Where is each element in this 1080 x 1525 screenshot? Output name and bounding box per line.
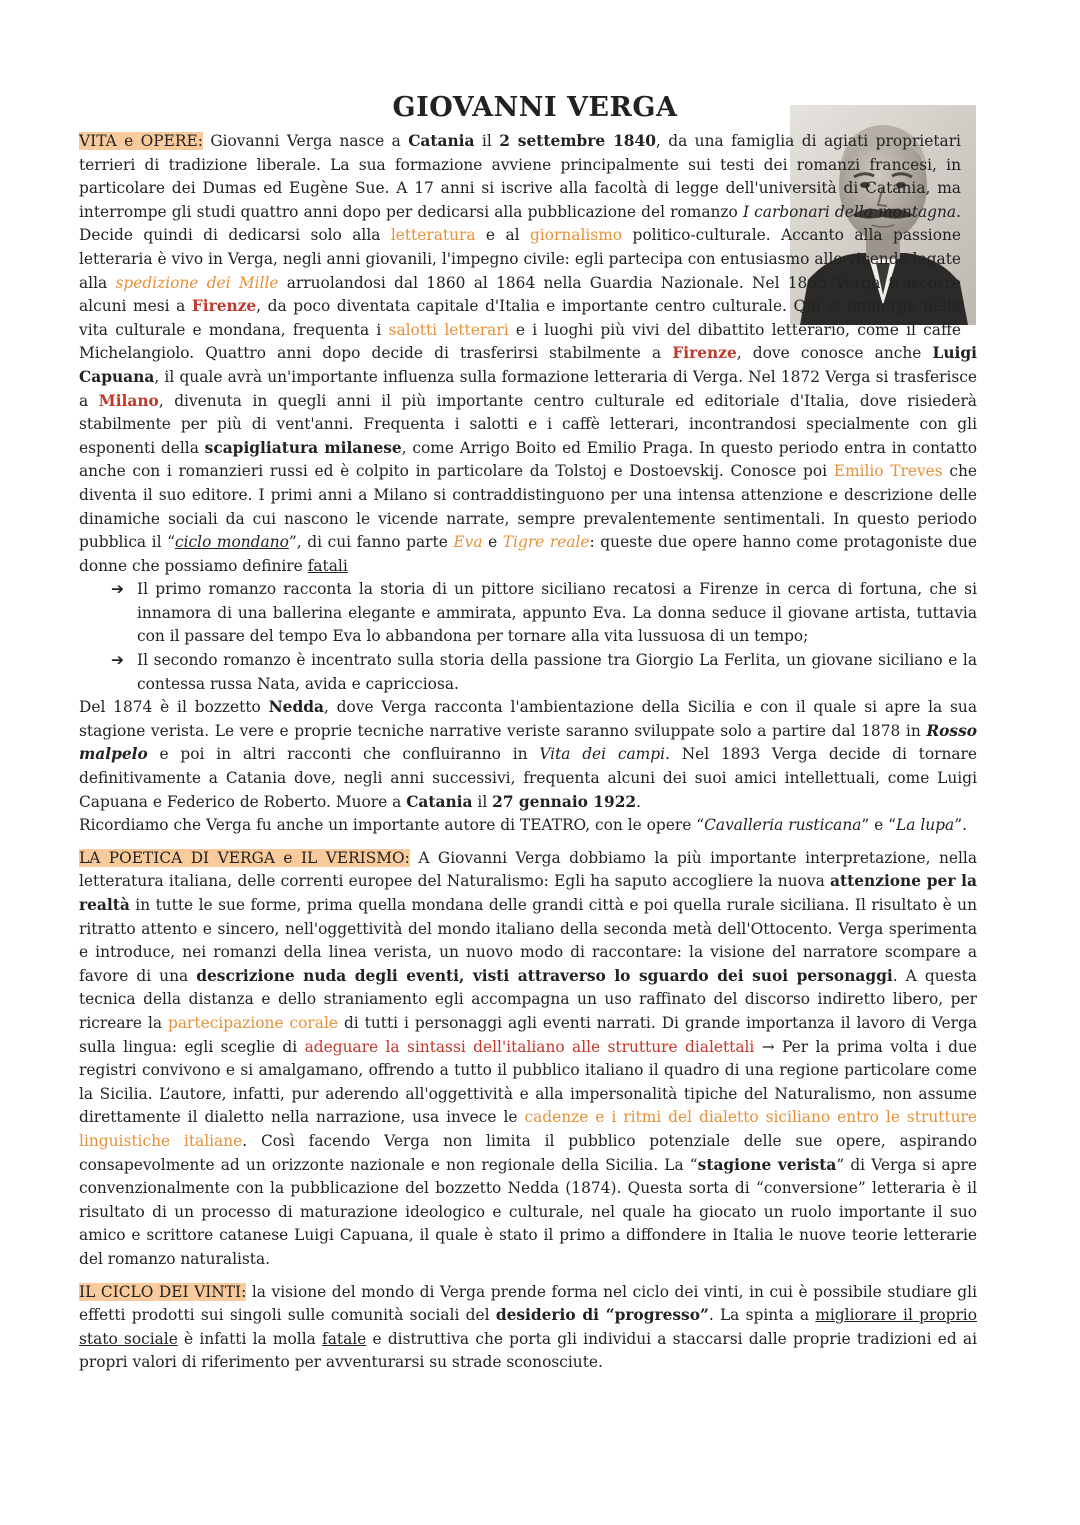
bold-term: Catania (406, 792, 473, 811)
red-term: Firenze (191, 297, 257, 316)
work-title: La lupa (896, 816, 955, 835)
body-text (79, 130, 977, 1375)
text-run: , dove Verga racconta l'ambientazione della Sicilia e con il quale si apre la sua stagione verista. Le vere e proprie tecniche narrative veriste saranno sviluppate solo a partire dal 1878 in (79, 698, 977, 740)
text-run: , dove conosce anche (736, 344, 933, 363)
text-run: . A questa tecnica della distanza e dello straniamento egli accompagna un uso raffinato del discorso indiretto libero, per ricreare la (79, 966, 977, 1032)
text-run: ”. (954, 816, 967, 835)
text-run: , divenuta in quegli anni il più importante centro culturale ed editoriale d'Italia, dove risiederà stabilmente per più di vent'anni. Frequenta i salotti e i caffè letterari, incontrandosi specialmente con gli esponenti della (79, 391, 977, 457)
text-run: arruolandosi dal 1860 al 1864 nella Guardia Nazionale. Nel 1865 Verga trascorre alcuni mesi a (79, 273, 961, 316)
text-run: . Nel 1893 Verga decide di tornare definitivamente a Catania dove, negli anni successivi, frequenta alcuni dei suoi amici intellettuali, come Luigi Capuana e Federico de Roberto. Muore a (79, 745, 977, 811)
bold-term: Luigi Capuana (79, 344, 977, 386)
text-run: : queste due opere hanno come protagoniste due donne che possiamo definire (79, 533, 977, 575)
page-title: GIOVANNI VERGA (392, 92, 678, 123)
orange-term: salotti letterari (388, 320, 509, 339)
text-run: , il quale avrà un'importante influenza sulla formazione letteraria di Verga. Nel 1872 Verga si trasferisce a (79, 367, 977, 410)
bold-term: 27 gennaio 1922 (492, 792, 637, 811)
work-title: I carbonari della montagna (742, 202, 957, 221)
orange-term: letteratura (390, 226, 476, 245)
text-run: → Per la prima volta i due registri convivono e si amalgamano, offrendo a tutto il pubblico italiano il quadro di una regione particolare come la Sicilia. L’autore, infatti, pur aderendo all'oggettività e alla impersonalità tipiche del Naturalismo, non assume direttamente il dialetto nella narrazione, usa invece le (79, 1037, 978, 1127)
paragraph-nedda (79, 696, 977, 814)
section-heading-vita: VITA e OPERE: (79, 132, 203, 150)
section-gap (79, 1272, 977, 1281)
orange-term: giornalismo (529, 226, 623, 245)
text-run: e distruttiva che porta gli individui a staccarsi dalle proprie tradizioni ed ai propri valori di riferimento per avventurarsi su strade sconosciute. (79, 1329, 977, 1372)
bold-term: 2 settembre 1840 (499, 132, 656, 150)
bold-term: attenzione per la realtà (79, 872, 977, 914)
list-item (79, 578, 977, 649)
text-run: . Decide quindi di dedicarsi solo alla (79, 202, 961, 245)
text-run: , come Arrigo Boito ed Emilio Praga. In questo periodo entra in contatto anche con i romanzieri russi ed è colpito in particolare da Tolstoj e Dostoevskij. Conosce poi (79, 438, 977, 481)
bold-term: descrizione nuda degli eventi, visti attraverso lo sguardo dei suoi personaggi (196, 966, 893, 985)
text-run: e al (475, 226, 530, 245)
work-title: Vita dei campi (539, 745, 666, 764)
underlined-term: ciclo mondano (174, 533, 289, 552)
orange-term: Emilio Treves (833, 462, 943, 481)
text-run: Giovanni Verga nasce a (202, 132, 409, 150)
bullet-text: Il secondo romanzo è incentrato sulla storia della passione tra Giorgio La Ferlita, un giovane siciliano e la contessa russa Nata, avida e capricciosa. (137, 651, 977, 693)
arrow-icon: ➔ (111, 651, 124, 670)
section-ciclo-vinti (79, 1281, 977, 1375)
text-run: Del 1874 è il bozzetto (79, 698, 269, 717)
underlined-term: fatale (322, 1329, 367, 1348)
text-run: è infatti la molla (177, 1329, 323, 1348)
red-term: Firenze (672, 344, 737, 363)
text-run: la visione del mondo di Verga prende forma nel ciclo dei vinti, in cui è possibile studiare gli effetti prodotti sui singoli sulle comunità sociali del (79, 1282, 977, 1325)
text-run: e i luoghi più vivi del dibattito letterario, come il caffè Michelangiolo. Quattro anni dopo decide di trasferirsi stabilmente a (79, 320, 961, 363)
bold-term: Nedda (268, 698, 324, 717)
section-heading-poetica: LA POETICA DI VERGA e IL VERISMO: (79, 848, 410, 867)
list-item (79, 649, 977, 696)
text-run: di tutti i personaggi agli eventi narrati. Di grande importanza il lavoro di Verga sulla lingua: egli sceglie di (79, 1013, 978, 1056)
underlined-term: fatali (307, 556, 348, 575)
text-run: che diventa il suo editore. I primi anni a Milano si contraddistinguono per una intensa attenzione e descrizione delle dinamiche sociali da cui nascono le vicende narrate, sempre prevalentemente sentimentali. In questo periodo pubblica il “ (79, 462, 977, 552)
text-run: Ricordiamo che Verga fu anche un importante autore di TEATRO, con le opere “ (79, 816, 705, 835)
text-run: il (474, 132, 500, 150)
bold-term: desiderio di “progresso” (495, 1306, 709, 1325)
section-poetica-verismo (79, 847, 977, 1272)
work-title: Cavalleria rusticana (704, 816, 862, 835)
orange-italic-term: Tigre reale (502, 533, 590, 552)
red-term: Milano (98, 391, 159, 410)
text-run: . Così facendo Verga non limita il pubblico potenziale delle sue opere, aspirando consapevolmente ad un orizzonte nazionale e non regionale della Sicilia. La “ (79, 1131, 977, 1174)
text-run: ” e “ (861, 816, 897, 835)
underlined-term: migliorare il proprio stato sociale (79, 1306, 977, 1348)
photo-wrap-spacer (961, 130, 977, 330)
paragraph-teatro (79, 814, 977, 838)
text-run: e poi in altri racconti che confluiranno in (147, 745, 540, 764)
bold-term: Catania (408, 132, 475, 150)
bold-term: scapigliatura milanese (204, 438, 402, 457)
red-term: adeguare la sintassi dell'italiano alle strutture dialettali (304, 1037, 755, 1056)
orange-italic-term: spedizione dei Mille (115, 273, 279, 292)
section-gap (79, 838, 977, 847)
arrow-icon: ➔ (111, 580, 124, 599)
section-vita-opere (79, 130, 977, 578)
work-title: Rosso malpelo (79, 721, 977, 764)
text-run: , da poco diventata capitale d'Italia e importante centro culturale. Qui si immerge nella vita culturale e mondana, frequenta i (79, 297, 961, 339)
text-run: , da una famiglia di agiati proprietari terrieri di tradizione liberale. La sua formazione avviene principalmente sui testi dei romanzi francesi, in particolare dei Dumas ed Eugène Sue. A 17 anni si iscrive alla facoltà di legge dell'università di Catania, ma interrompe gli studi quattro anni dopo per dedicarsi alla pubblicazione del romanzo (79, 132, 961, 221)
novel-bullet-list (79, 578, 977, 696)
bullet-text: Il primo romanzo racconta la storia di un pittore siciliano recatosi a Firenze in cerca di fortuna, che si innamora di una ballerina elegante e ammirata, appunto Eva. La donna seduce il giovane artista, tuttavia con il passare del tempo Eva lo abbandona per tornare alla vita lussuosa di un tempo; (137, 580, 977, 646)
text-run: A Giovanni Verga dobbiamo la più importante interpretazione, nella letteratura italiana, delle correnti europee del Naturalismo: Egli ha saputo accogliere la nuova (79, 848, 977, 891)
orange-term: partecipazione corale (168, 1013, 338, 1032)
text-run: il (472, 792, 493, 811)
text-run: . (636, 792, 642, 811)
bold-term: stagione verista (697, 1155, 837, 1174)
text-run: ” di Verga si apre convenzionalmente con la pubblicazione del bozzetto Nedda (1874). Questa sorta di “conversione” letteraria è il risultato di un processo di maturazione ideologico e culturale, nel quale ha giocato un ruolo importante il suo amico e scrittore catanese Luigi Capuana, il quale è stato il primo a diffondere in Italia le nuove teorie letterarie del romanzo naturalista. (79, 1155, 977, 1268)
orange-term: cadenze e i ritmi del dialetto siciliano entro le strutture linguistiche italiane (79, 1108, 978, 1150)
orange-italic-term: Eva (453, 533, 483, 552)
text-run: politico-culturale. Accanto alla passione letteraria è vivo in Verga, negli anni giovanili, l'impegno civile: egli partecipa con entusiasmo alle vicende legate alla (79, 226, 961, 292)
section-heading-ciclo: IL CICLO DEI VINTI: (79, 1282, 247, 1301)
text-run: ”, di cui fanno parte (288, 533, 454, 552)
text-run: . La spinta a (708, 1306, 816, 1325)
text-run: e (482, 533, 503, 552)
text-run: in tutte le sue forme, prima quella mondana delle grandi città e poi quella rurale siciliana. Il risultato è un ritratto attento e sincero, nell'oggettività del mondo italiano della seconda metà dell'Ottocento. Verga sperimenta e introduce, nei romanzi della linea verista, un nuovo modo di raccontare: la visione del narratore scompare a favore di una (79, 896, 977, 985)
